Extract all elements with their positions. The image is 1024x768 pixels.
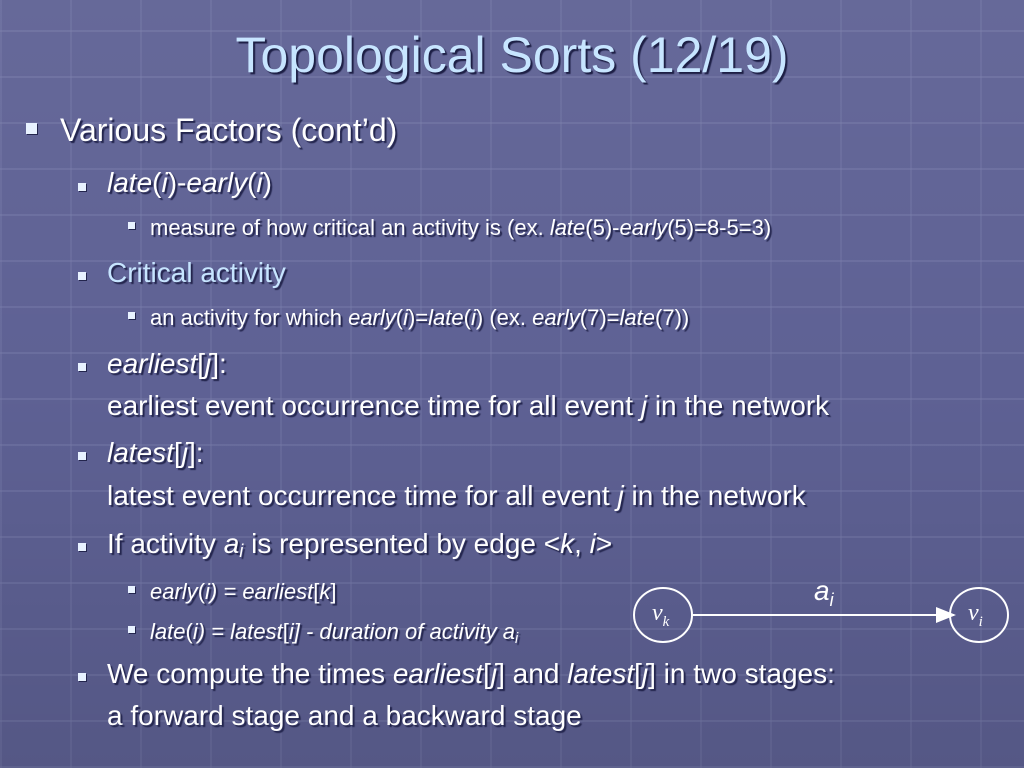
edge-diagram: [630, 570, 1024, 660]
bullet-measure: [128, 222, 135, 229]
bullet-l1: [26, 123, 37, 134]
bullet-latest: [78, 452, 86, 460]
bullet-late-early: [78, 183, 86, 191]
various-factors-heading: Various Factors (cont’d): [60, 112, 398, 148]
if-activity-text: If activity $a_i$ is represented by edge <k, i>: [107, 528, 613, 561]
early-equation: early(i) = earliest[k]: [150, 579, 337, 604]
edge-label-a: $a_i$: [814, 575, 834, 610]
measure-text: measure of how critical an activity is (ex. late(5)-early(5)=8-5=3): [150, 215, 772, 240]
late-early-term: late(i)-early(i): [107, 167, 272, 198]
bullet-if-activity: [78, 543, 86, 551]
latest-term: latest[j]:: [107, 437, 204, 468]
node-vk-label: $v_k$: [652, 600, 670, 630]
bullet-early-eq: [128, 586, 135, 593]
latest-description: latest event occurrence time for all event j in the network: [107, 480, 806, 511]
bullet-critical: [78, 272, 86, 280]
node-vi-label: $v_i$: [968, 600, 983, 630]
critical-definition: an activity for which early(i)=late(i) (ex. early(7)=late(7)): [150, 305, 690, 330]
late-equation: late(i) = latest[i] - duration of activity $a_i$: [150, 619, 519, 647]
earliest-term: earliest[j]:: [107, 348, 227, 379]
compute-line1: We compute the times earliest[j] and latest[j] in two stages:: [107, 658, 835, 689]
compute-line2: a forward stage and a backward stage: [107, 700, 582, 731]
bullet-late-eq: [128, 626, 135, 633]
earliest-description: earliest event occurrence time for all event j in the network: [107, 390, 830, 421]
slide-title: Topological Sorts (12/19): [235, 27, 789, 83]
bullet-earliest: [78, 363, 86, 371]
bullet-compute: [78, 673, 86, 681]
bullet-which: [128, 312, 135, 319]
critical-activity-label: Critical activity: [107, 257, 286, 288]
